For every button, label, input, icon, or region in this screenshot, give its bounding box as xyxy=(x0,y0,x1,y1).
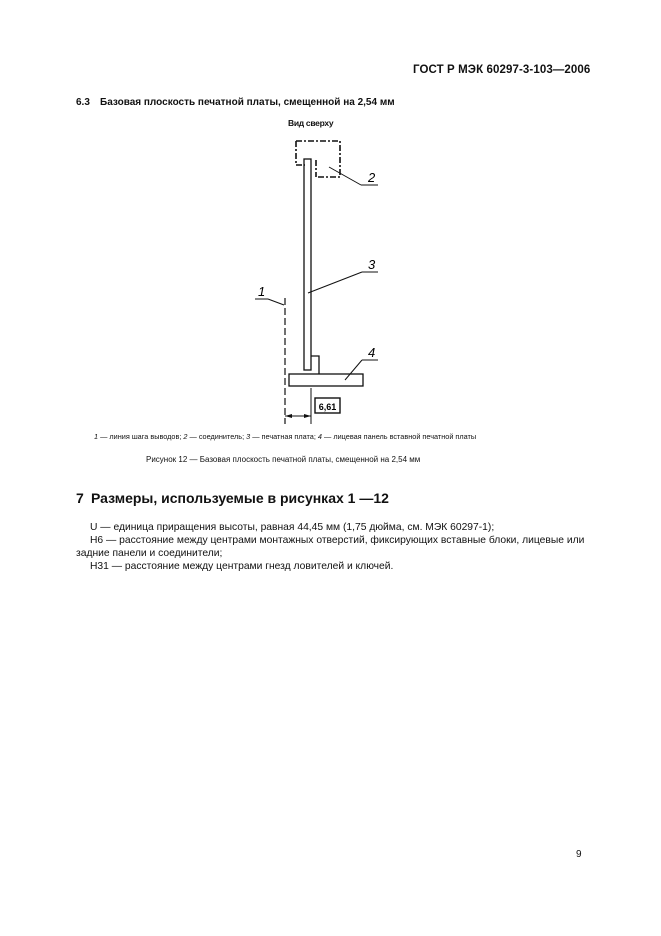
section-title: Размеры, используемые в рисунках 1 —12 xyxy=(91,490,389,506)
callout-3-leader xyxy=(308,272,362,293)
legend-text-2: — соединитель; xyxy=(187,432,247,441)
legend-num-4: 4 xyxy=(317,432,322,441)
callout-4-leader xyxy=(345,360,362,380)
definition-h6: H6 — расстояние между центрами монтажных отверстий, фиксирующих вставные блоки, лицевые или задние панели и соединители; xyxy=(76,535,585,559)
callout-1: 1 xyxy=(258,284,266,299)
figure-legend xyxy=(94,432,476,441)
section-7-definitions xyxy=(76,521,596,573)
section-7-heading xyxy=(76,490,389,506)
callout-3: 3 xyxy=(368,257,376,272)
section-title: Базовая плоскость печатной платы, смещенной на 2,54 мм xyxy=(100,97,395,108)
definition-u: U — единица приращения высоты, равная 44,45 мм (1,75 дюйма, см. МЭК 60297-1); xyxy=(90,522,495,533)
definition-h31: H31 — расстояние между центрами гнезд ловителей и ключей. xyxy=(90,561,394,572)
pcb-board xyxy=(304,159,311,370)
callout-4: 4 xyxy=(368,345,376,360)
callout-2-leader xyxy=(329,167,361,185)
figure-caption: Рисунок 12 — Базовая плоскость печатной платы, смещенной на 2,54 мм xyxy=(146,455,421,464)
pcb-step xyxy=(311,356,319,374)
page-number: 9 xyxy=(576,849,582,860)
legend-text-4: — лицевая панель вставной печатной платы xyxy=(321,432,477,441)
legend-num-1: 1 xyxy=(94,432,99,441)
callout-1-leader xyxy=(268,299,284,305)
front-panel xyxy=(289,374,363,386)
legend-num-3: 3 xyxy=(246,432,251,441)
dimension-arrow-left xyxy=(285,414,292,418)
figure-view-label: Вид сверху xyxy=(288,118,334,128)
dimension-arrow-right xyxy=(304,414,311,418)
dimension-value: 6,61 xyxy=(318,402,337,412)
callout-2: 2 xyxy=(368,170,376,185)
section-number: 7 xyxy=(76,490,84,506)
legend-num-2: 2 xyxy=(183,432,188,441)
legend-text-1: — линия шага выводов; xyxy=(98,432,184,441)
legend-text-3: — печатная плата; xyxy=(250,432,318,441)
section-number: 6.3 xyxy=(76,97,90,108)
connector-outline xyxy=(296,141,340,177)
document-header: ГОСТ Р МЭК 60297-3-103—2006 xyxy=(413,64,591,76)
